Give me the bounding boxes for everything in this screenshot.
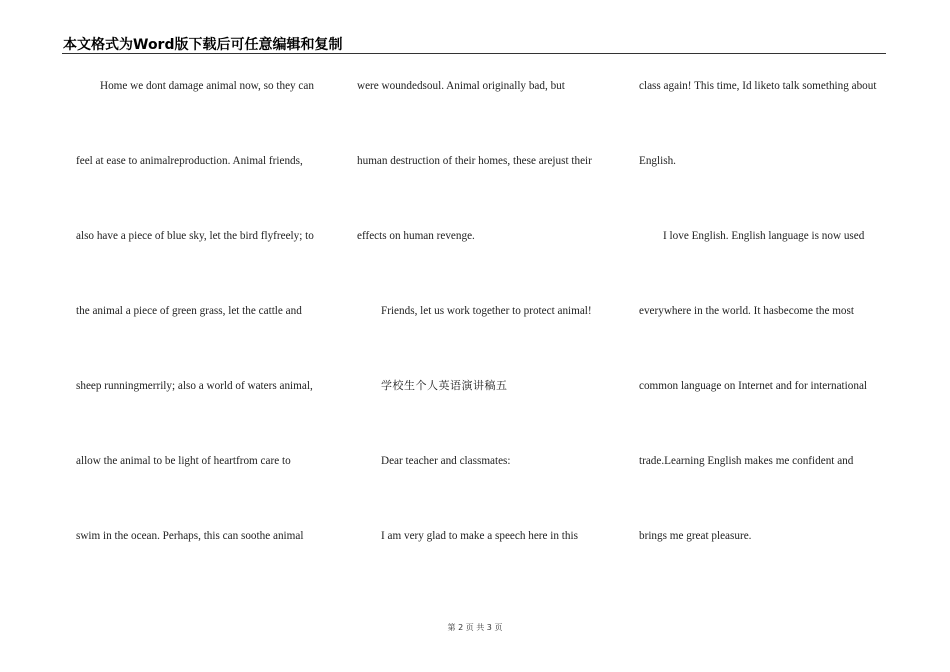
- header-divider: [62, 53, 886, 54]
- text-line: sheep runningmerrily; also a world of waters animal,: [76, 380, 313, 392]
- text-line: brings me great pleasure.: [639, 530, 752, 542]
- text-line: English.: [639, 155, 676, 167]
- section-heading: 学校生个人英语演讲稿五: [381, 379, 508, 392]
- text-line: I am very glad to make a speech here in this: [381, 530, 578, 542]
- text-line: common language on Internet and for international: [639, 380, 868, 392]
- text-line: feel at ease to animalreproduction. Animal friends,: [76, 155, 303, 167]
- text-line: Dear teacher and classmates:: [381, 455, 511, 467]
- text-line: allow the animal to be light of heartfrom care to: [76, 455, 291, 467]
- text-line: I love English. English language is now used: [663, 230, 865, 242]
- page-number-footer: 第 2 页 共 3 页: [447, 623, 503, 632]
- text-line: everywhere in the world. It hasbecome the most: [639, 305, 854, 317]
- text-line: the animal a piece of green grass, let the cattle and: [76, 305, 302, 317]
- text-line: swim in the ocean. Perhaps, this can soothe animal: [76, 530, 304, 542]
- text-line: also have a piece of blue sky, let the bird flyfreely; to: [76, 230, 314, 242]
- text-line: human destruction of their homes, these arejust their: [357, 155, 592, 167]
- text-line: effects on human revenge.: [357, 230, 475, 242]
- text-line: class again! This time, Id liketo talk something about: [639, 80, 877, 92]
- text-line: Friends, let us work together to protect animal!: [381, 305, 592, 317]
- document-header-title: 本文格式为Word版下载后可任意编辑和复制: [63, 37, 343, 53]
- text-line: Home we dont damage animal now, so they can: [100, 80, 314, 92]
- text-line: trade.Learning English makes me confident and: [639, 455, 854, 467]
- text-line: were woundedsoul. Animal originally bad, but: [357, 80, 565, 92]
